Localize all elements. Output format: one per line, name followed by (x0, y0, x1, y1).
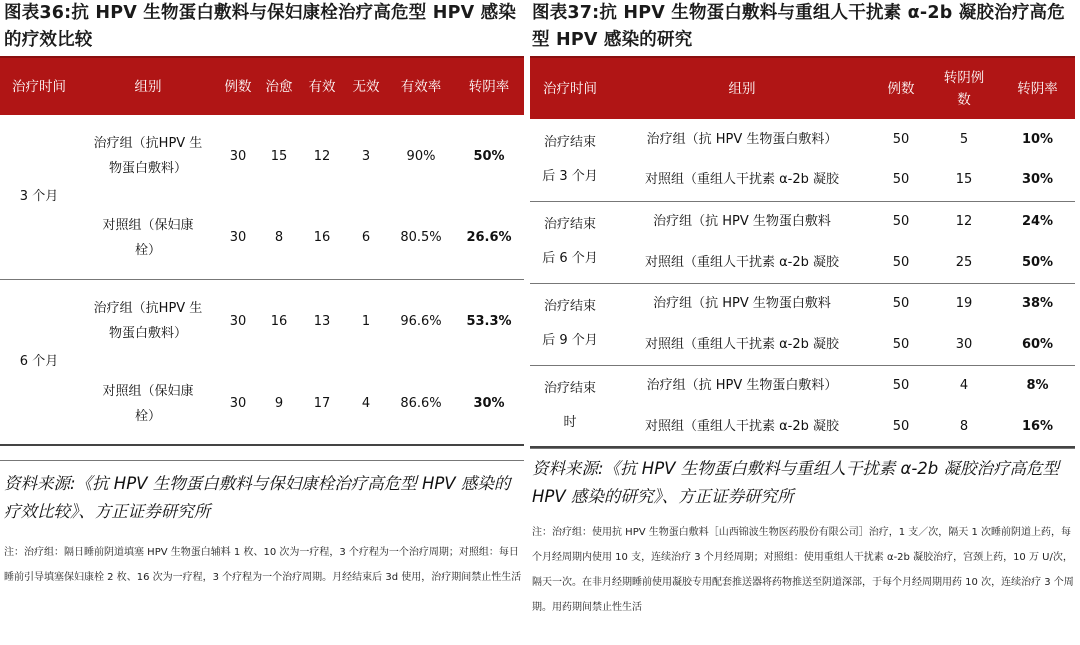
group-cell: 对照组（重组人干扰素 α-2b 凝胶 (644, 254, 840, 270)
effective-cell: 16 (313, 230, 331, 246)
table-row (530, 242, 1075, 283)
divider (530, 448, 1075, 449)
cured-cell: 9 (274, 396, 284, 411)
negative-count-cell: 12 (928, 201, 1000, 242)
count-cell: 50 (892, 172, 910, 188)
count-cell: 50 (892, 131, 910, 147)
effective-cell: 17 (313, 396, 331, 411)
rate-cell: 90% (406, 148, 436, 164)
effective-cell: 12 (313, 148, 331, 164)
count-cell: 50 (874, 365, 928, 406)
cured-cell: 16 (258, 279, 300, 363)
count-cell: 30 (218, 279, 258, 363)
col-header: 治疗时间 (530, 57, 610, 119)
figure-37-source: 资料来源:《抗 HPV 生物蛋白敷料与重组人干扰素 α-2b 凝胶治疗高危型 HPV 感染的研究》、方正证券研究所 (532, 459, 1059, 506)
negative-rate-cell: 38% (1000, 283, 1075, 324)
table-row (0, 115, 524, 197)
group-cell: 对照组（重组人干扰素 α-2b 凝胶 (644, 172, 840, 188)
period-label: 治疗结束后 3 个月 (542, 134, 598, 184)
figure-36-header-row (0, 57, 524, 115)
rate-cell: 86.6% (400, 396, 442, 411)
period-label: 6 个月 (0, 279, 78, 445)
group-cell: 对照组（重组人干扰素 α-2b 凝胶 (644, 418, 840, 434)
group-cell: 对照组（重组人干扰素 α-2b 凝胶 (644, 336, 840, 352)
negative-rate-cell: 30% (473, 396, 505, 411)
table-row (530, 159, 1075, 201)
ineffective-cell: 3 (361, 148, 371, 164)
negative-count-cell: 5 (959, 131, 969, 147)
group-cell: 对照组（保妇康栓） (102, 217, 194, 258)
ineffective-cell: 4 (361, 396, 371, 411)
figure-37-table (530, 56, 1075, 448)
negative-count-cell: 30 (955, 336, 973, 352)
negative-rate-cell: 8% (1000, 365, 1075, 406)
negative-rate-cell: 53.3% (454, 279, 524, 363)
count-cell: 30 (229, 396, 247, 411)
rate-cell: 80.5% (400, 230, 442, 246)
negative-count-cell: 4 (928, 365, 1000, 406)
divider (0, 460, 524, 461)
count-cell: 50 (892, 254, 910, 270)
table-row (530, 365, 1075, 406)
table-row (0, 197, 524, 279)
negative-rate-cell: 50% (473, 148, 505, 164)
col-header: 转阴率 (454, 57, 524, 115)
group-cell: 治疗组（抗HPV 生物蛋白敷料） (78, 279, 218, 363)
table-row (0, 279, 524, 363)
table-row (530, 283, 1075, 324)
negative-count-cell: 19 (928, 283, 1000, 324)
negative-rate-cell: 24% (1000, 201, 1075, 242)
figure-37-title: 图表37:抗 HPV 生物蛋白敷料与重组人干扰素 α-2b 凝胶治疗高危型 HPV 感染的研究 (532, 3, 1065, 50)
count-cell: 50 (874, 201, 928, 242)
col-header: 治疗时间 (0, 57, 78, 115)
ineffective-cell: 1 (344, 279, 388, 363)
count-cell: 30 (229, 230, 247, 246)
col-header: 例数 (874, 57, 928, 119)
col-header: 例数 (218, 57, 258, 115)
col-header: 治愈 (258, 57, 300, 115)
count-cell: 50 (892, 418, 910, 434)
figure-36-source: 资料来源:《抗 HPV 生物蛋白敷料与保妇康栓治疗高危型 HPV 感染的疗效比较》、方正证券研究所 (4, 474, 511, 521)
count-cell: 50 (874, 283, 928, 324)
cured-cell: 8 (274, 230, 284, 246)
period-label: 3 个月 (19, 189, 59, 205)
col-header: 组别 (610, 57, 874, 119)
group-cell: 对照组（保妇康栓） (102, 383, 194, 424)
col-header: 转阴率 (1000, 57, 1075, 119)
col-header: 无效 (344, 57, 388, 115)
figure-37 (530, 0, 1080, 613)
col-header: 有效率 (388, 57, 454, 115)
negative-count-cell: 15 (955, 172, 973, 188)
ineffective-cell: 6 (361, 230, 371, 246)
group-cell: 治疗组（抗 HPV 生物蛋白敷料） (610, 365, 874, 406)
period-label: 治疗结束后 6 个月 (530, 201, 610, 283)
effective-cell: 13 (300, 279, 344, 363)
group-cell: 治疗组（抗HPV 生物蛋白敷料） (93, 136, 203, 176)
period-label: 治疗结束时 (530, 365, 610, 447)
negative-rate-cell: 26.6% (466, 230, 512, 246)
cured-cell: 15 (270, 148, 288, 164)
group-cell: 治疗组（抗 HPV 生物蛋白敷料） (646, 131, 838, 147)
count-cell: 50 (892, 336, 910, 352)
period-label: 治疗结束后 9 个月 (530, 283, 610, 365)
rate-cell: 96.6% (388, 279, 454, 363)
group-cell: 治疗组（抗 HPV 生物蛋白敷料 (610, 283, 874, 324)
negative-rate-cell: 10% (1021, 131, 1054, 147)
figure-36-table (0, 56, 524, 446)
negative-rate-cell: 50% (1021, 254, 1054, 270)
negative-rate-cell: 16% (1021, 418, 1054, 434)
count-cell: 30 (229, 148, 247, 164)
figure-36 (0, 0, 526, 583)
negative-count-cell: 8 (959, 418, 969, 434)
col-header: 组别 (78, 57, 218, 115)
table-row (530, 324, 1075, 365)
table-row (530, 406, 1075, 447)
negative-rate-cell: 60% (1021, 336, 1054, 352)
figure-36-title: 图表36:抗 HPV 生物蛋白敷料与保妇康栓治疗高危型 HPV 感染的疗效比较 (4, 3, 517, 50)
figure-37-header-row (530, 57, 1075, 119)
negative-count-cell: 25 (955, 254, 973, 270)
figure-36-note: 注：治疗组：隔日睡前阴道填塞 HPV 生物蛋白辅料 1 枚、10 次为一疗程，3 个疗程为一个治疗周期；对照组：每日睡前引导填塞保妇康栓 2 枚、16 次为一疗程，3 个疗程为一个治疗周期。月经结束后 3d 使用，治疗期间禁止性生活 (4, 547, 522, 583)
col-header: 转阴例数 (928, 57, 1000, 119)
group-cell: 治疗组（抗 HPV 生物蛋白敷料 (610, 201, 874, 242)
table-row (0, 363, 524, 445)
table-row (530, 201, 1075, 242)
col-header: 有效 (300, 57, 344, 115)
figure-37-note: 注：治疗组：使用抗 HPV 生物蛋白敷料［山西锦波生物医药股份有限公司］治疗，1 支／次，隔天 1 次睡前阴道上药，每个月经周期内使用 10 支，连续治疗 3 个月经周期；对照组：使用重组人干扰素 α-2b 凝胶治疗，宫颈上药，10 万 U/次，隔天一次。在非月经期睡前使用凝胶专用配套推送器将药物推送至阴道深部，于每个月经周期用药 10 次，连续治疗 3 个周期。用药期间禁止性生活 (532, 527, 1074, 613)
negative-rate-cell: 30% (1021, 172, 1054, 188)
table-row (530, 119, 1075, 159)
